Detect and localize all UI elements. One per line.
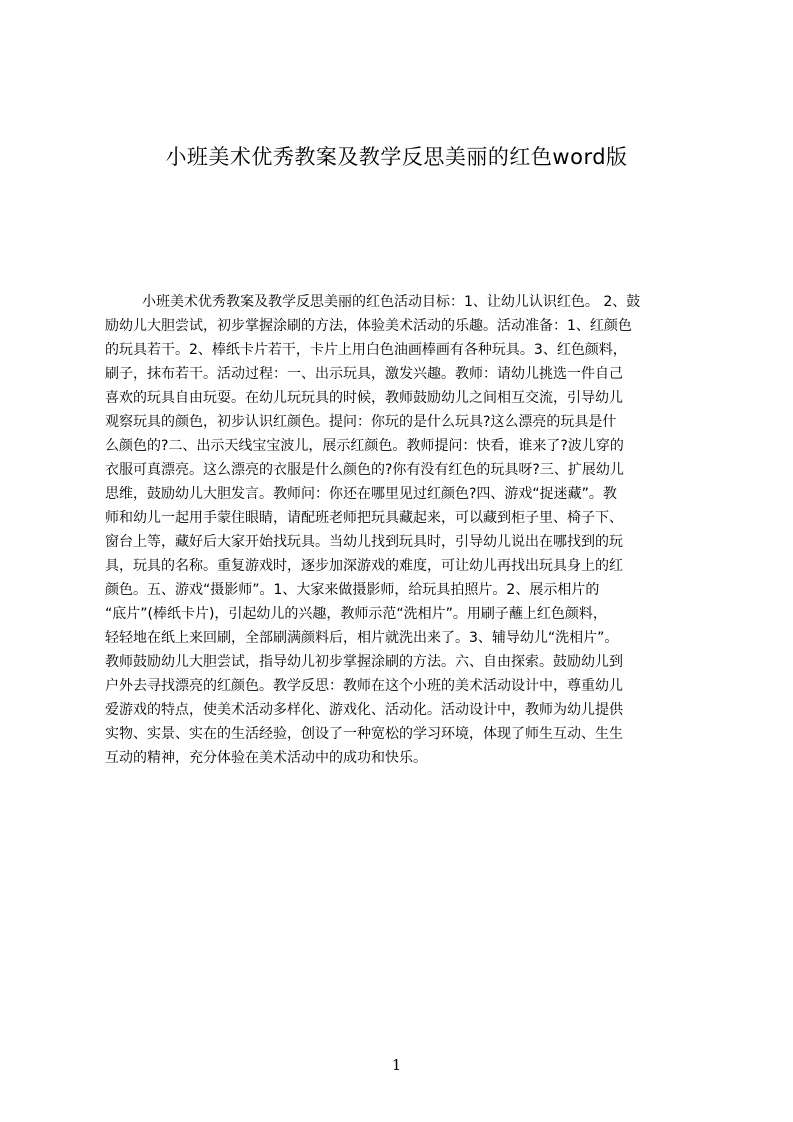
body-line-15: 轻轻地在纸上来回刷，全部刷满颜料后，相片就洗出来了。3、辅导幼儿“洗相片”。 — [105, 630, 619, 646]
body-line-1: 小班美术优秀教案及教学反思美丽的红色活动目标：1、让幼儿认识红色。 2、鼓 — [142, 294, 641, 310]
body-line-18: 爱游戏的特点，使美术活动多样化、游戏化、活动化。活动设计中，教师为幼儿提供 — [105, 702, 623, 718]
body-line-13: 颜色。五、游戏“摄影师”。1、大家来做摄影师，给玩具拍照片。2、展示相片的 — [105, 582, 600, 598]
body-line-9: 思维，鼓励幼儿大胆发言。教师问：你还在哪里见过红颜色?四、游戏“捉迷藏”。教 — [105, 486, 617, 502]
body-line-14: “底片”(棒纸卡片)，引起幼儿的兴趣，教师示范“洗相片”。用刷子蘸上红色颜料， — [105, 606, 607, 622]
body-line-17: 户外去寻找漂亮的红颜色。教学反思：教师在这个小班的美术活动设计中，尊重幼儿 — [105, 678, 623, 694]
body-line-4: 刷子，抹布若干。活动过程：一、出示玩具，激发兴趣。教师：请幼儿挑选一件自己 — [105, 366, 623, 382]
document-body — [105, 290, 697, 830]
body-line-20: 互动的精神，充分体验在美术活动中的成功和快乐。 — [105, 750, 427, 766]
body-line-7: 么颜色的?二、出示天线宝宝波儿，展示红颜色。教师提问：快看，谁来了?波儿穿的 — [105, 438, 624, 454]
document-title: 小班美术优秀教案及教学反思美丽的红色word版 — [165, 145, 628, 169]
body-line-11: 窗台上等，藏好后大家开始找玩具。当幼儿找到玩具时，引导幼儿说出在哪找到的玩 — [105, 534, 623, 550]
body-line-12: 具，玩具的名称。重复游戏时，逐步加深游戏的难度，可让幼儿再找出玩具身上的红 — [105, 558, 623, 574]
body-line-10: 师和幼儿一起用手蒙住眼睛，请配班老师把玩具藏起来，可以藏到柜子里、椅子下、 — [105, 510, 623, 526]
body-line-3: 的玩具若干。2、棒纸卡片若干，卡片上用白色油画棒画有各种玩具。3、红色颜料， — [105, 342, 627, 358]
body-line-19: 实物、实景、实在的生活经验，创设了一种宽松的学习环境，体现了师生互动、生生 — [105, 726, 623, 742]
body-line-2: 励幼儿大胆尝试，初步掌握涂刷的方法，体验美术活动的乐趣。活动准备：1、红颜色 — [105, 318, 632, 334]
body-line-8: 衣服可真漂亮。这么漂亮的衣服是什么颜色的?你有没有红色的玩具呀?三、扩展幼儿 — [105, 462, 624, 478]
body-line-16: 教师鼓励幼儿大胆尝试，指导幼儿初步掌握涂刷的方法。六、自由探索。鼓励幼儿到 — [105, 654, 623, 670]
page-number: 1 — [391, 1056, 402, 1074]
body-line-6: 观察玩具的颜色，初步认识红颜色。提问：你玩的是什么玩具?这么漂亮的玩具是什 — [105, 414, 617, 430]
body-line-5: 喜欢的玩具自由玩耍。在幼儿玩玩具的时候，教师鼓励幼儿之间相互交流，引导幼儿 — [105, 390, 623, 406]
